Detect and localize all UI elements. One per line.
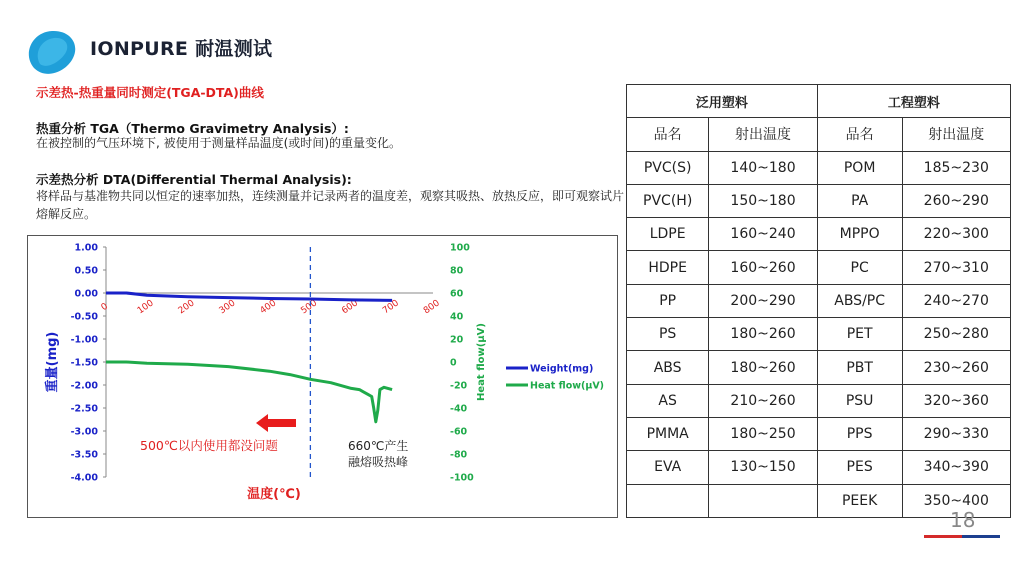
dta-heading: 示差热分析 DTA(Differential Thermal Analysis):	[36, 172, 352, 187]
table-cell: PET	[817, 318, 902, 351]
table-cell: PVC(H)	[627, 184, 709, 217]
tga-dta-chart	[27, 235, 618, 518]
table-column-header-row	[627, 118, 1011, 151]
left-arrow-icon	[256, 414, 296, 432]
table-cell	[627, 484, 709, 517]
table-cell: 240~270	[902, 284, 1010, 317]
y2-tick-label: 60	[450, 288, 464, 300]
table-cell: 180~260	[709, 318, 817, 351]
annotation-melting-peak-line1: 660℃产生	[348, 439, 409, 453]
table-row	[627, 451, 1011, 484]
table-row	[627, 284, 1011, 317]
group-header-engineering: 工程塑料	[817, 85, 1010, 118]
table-cell: PBT	[817, 351, 902, 384]
injection-temperature-table	[626, 84, 1011, 518]
x-tick-label: 700	[381, 298, 401, 317]
x-tick-label: 200	[176, 298, 197, 317]
table-cell: 140~180	[709, 151, 817, 184]
table-row	[627, 417, 1011, 450]
y-tick-label: -4.00	[70, 472, 98, 484]
table-row	[627, 151, 1011, 184]
ionpure-logo	[26, 28, 78, 76]
table-row	[627, 318, 1011, 351]
y2-tick-label: -100	[450, 472, 474, 484]
table-cell: 350~400	[902, 484, 1010, 517]
y-tick-label: 0.00	[74, 288, 98, 300]
table-cell: PC	[817, 251, 902, 284]
table-cell: 260~290	[902, 184, 1010, 217]
table-cell	[709, 484, 817, 517]
dta-description: 将样品与基准物共同以恒定的速率加热，连续测量并记录两者的温度差，观察其吸热、放热反应，即可观察试片熔解反应。	[36, 189, 625, 221]
y2-tick-label: -80	[450, 449, 468, 461]
y-tick-label: 1.00	[74, 242, 98, 254]
y-tick-label: 0.50	[74, 265, 98, 277]
y-tick-label: -3.00	[70, 426, 98, 438]
x-tick-label: 300	[217, 298, 238, 317]
y-axis-title: 重量(mg)	[45, 331, 60, 393]
table-cell: 320~360	[902, 384, 1010, 417]
x-tick-label: 100	[135, 298, 156, 317]
table-cell: 160~240	[709, 218, 817, 251]
table-cell: PA	[817, 184, 902, 217]
y-tick-label: -1.50	[70, 357, 98, 369]
table-group-header-row	[627, 85, 1011, 118]
table-cell: PEEK	[817, 484, 902, 517]
table-cell: 250~280	[902, 318, 1010, 351]
page-title: IONPURE 耐温测试	[90, 38, 273, 60]
table-cell: PS	[627, 318, 709, 351]
table-row	[627, 218, 1011, 251]
x-axis-title: 温度(℃)	[247, 487, 301, 502]
section-title: 示差热-热重量同时测定(TGA-DTA)曲线	[36, 85, 264, 100]
table-row	[627, 384, 1011, 417]
table-cell: 200~290	[709, 284, 817, 317]
y2-tick-label: 0	[450, 357, 457, 369]
x-tick-label: 600	[340, 298, 361, 317]
table-cell: HDPE	[627, 251, 709, 284]
table-cell: 180~260	[709, 351, 817, 384]
y-tick-label: -3.50	[70, 449, 98, 461]
y2-axis-title: Heat flow(μV)	[476, 323, 487, 401]
annotation-safe-temperature: 500℃以内使用都没问题	[140, 438, 278, 453]
table-cell: PSU	[817, 384, 902, 417]
x-tick-label: 0	[99, 301, 111, 314]
table-cell: 270~310	[902, 251, 1010, 284]
page-number: 18	[950, 508, 976, 532]
annotation-melting-peak-line2: 融熔吸热峰	[348, 455, 409, 469]
table-cell: POM	[817, 151, 902, 184]
y2-tick-label: 20	[450, 334, 464, 346]
y2-tick-label: 100	[450, 242, 470, 254]
y2-tick-label: 80	[450, 265, 464, 277]
legend-label: Heat flow(μV)	[530, 380, 605, 392]
y-tick-label: -2.00	[70, 380, 98, 392]
footer-bar-blue	[962, 535, 1000, 538]
table-cell: ABS	[627, 351, 709, 384]
table-cell: 210~260	[709, 384, 817, 417]
table-row	[627, 351, 1011, 384]
table-cell: MPPO	[817, 218, 902, 251]
group-header-general: 泛用塑料	[627, 85, 818, 118]
y2-tick-label: -40	[450, 403, 468, 415]
column-header: 射出温度	[709, 118, 817, 151]
y2-tick-label: -20	[450, 380, 468, 392]
tga-description: 在被控制的气压环境下, 被使用于测量样品温度(或时间)的重量变化。	[36, 136, 401, 150]
table-cell: 340~390	[902, 451, 1010, 484]
column-header: 品名	[627, 118, 709, 151]
legend-label: Weight(mg)	[530, 363, 594, 375]
table-cell: PES	[817, 451, 902, 484]
table-cell: 150~180	[709, 184, 817, 217]
table-cell: PVC(S)	[627, 151, 709, 184]
table-cell: 290~330	[902, 417, 1010, 450]
y-tick-label: -1.00	[70, 334, 98, 346]
y2-tick-label: 40	[450, 311, 464, 323]
y-tick-label: -0.50	[70, 311, 98, 323]
table-cell: 180~250	[709, 417, 817, 450]
table-cell: LDPE	[627, 218, 709, 251]
table-cell: 160~260	[709, 251, 817, 284]
table-cell: 185~230	[902, 151, 1010, 184]
x-tick-label: 800	[421, 298, 442, 317]
footer-bar-red	[924, 535, 962, 538]
table-cell: PP	[627, 284, 709, 317]
column-header: 品名	[817, 118, 902, 151]
tga-heading: 热重分析 TGA（Thermo Gravimetry Analysis）:	[36, 121, 349, 136]
table-cell: PPS	[817, 417, 902, 450]
table-row	[627, 251, 1011, 284]
table-cell: ABS/PC	[817, 284, 902, 317]
y-tick-label: -2.50	[70, 403, 98, 415]
x-tick-label: 500	[299, 298, 320, 317]
table-cell: 230~260	[902, 351, 1010, 384]
chart-canvas	[28, 236, 617, 517]
table-cell: PMMA	[627, 417, 709, 450]
table-row	[627, 184, 1011, 217]
table-cell: 220~300	[902, 218, 1010, 251]
heat-flow-series-line	[106, 362, 392, 422]
table-cell: 130~150	[709, 451, 817, 484]
table-cell: EVA	[627, 451, 709, 484]
table-cell: AS	[627, 384, 709, 417]
column-header: 射出温度	[902, 118, 1010, 151]
x-tick-label: 400	[258, 298, 279, 317]
y2-tick-label: -60	[450, 426, 468, 438]
